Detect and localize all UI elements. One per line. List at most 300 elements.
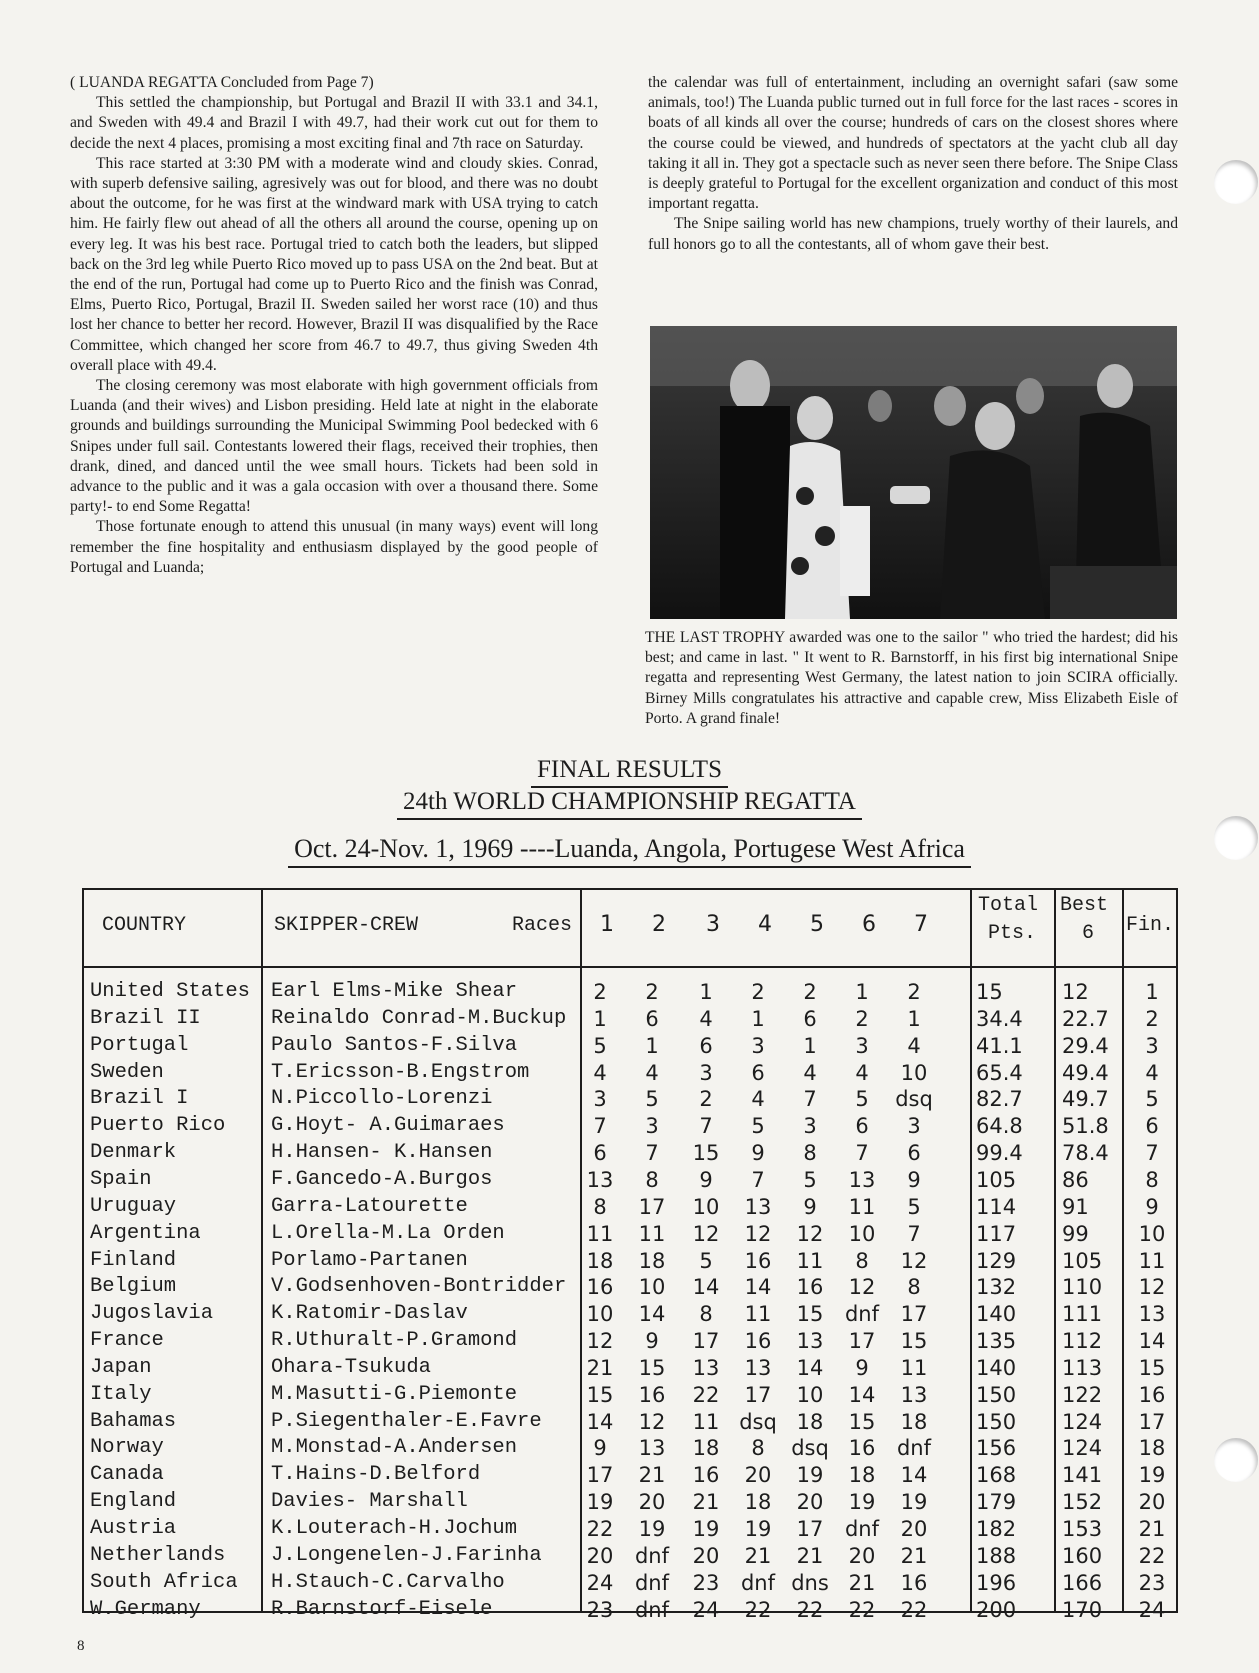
cell-race-3: 24 <box>692 1597 720 1622</box>
cell-total-points: 114 <box>976 1194 1017 1219</box>
cell-race-2: 12 <box>638 1409 666 1434</box>
cell-total-points: 117 <box>976 1221 1017 1246</box>
cell-race-3: 4 <box>699 1006 713 1031</box>
cell-finish: 5 <box>1145 1087 1159 1112</box>
cell-race-4: 16 <box>744 1248 772 1273</box>
cell-finish: 23 <box>1138 1570 1166 1595</box>
cell-total-points: 140 <box>976 1302 1017 1327</box>
cell-best-6: 12 <box>1062 980 1089 1004</box>
cell-race-1: 16 <box>586 1275 614 1300</box>
paragraph: The closing ceremony was most elaborate with high government officials from Luanda (and their wives) and Lisbon presiding. Held late at night in the elaborate grounds and buildings surrounding the Municipal Swimming Pool bedecked with 6 Snipes under full sail. Contestants lowered their flags, received their trophies, then drank, dined, and danced until the wee small hours. Tickets had been sold in advance to the public and it was a gala occasion with over a thousand there. Some party!- to end Some Regatta! <box>70 377 598 516</box>
cell-race-2: 3 <box>645 1114 659 1139</box>
results-table <box>82 888 1178 1622</box>
table-row <box>84 1302 1176 1329</box>
cell-race-7: 3 <box>907 1114 921 1139</box>
cell-race-7: 19 <box>900 1490 928 1515</box>
cell-race-1: 4 <box>593 1060 607 1085</box>
cell-skipper-crew: G.Hoyt- A.Guimaraes <box>271 1114 505 1138</box>
cell-race-6: 10 <box>848 1221 876 1246</box>
cell-race-3: 18 <box>692 1436 720 1461</box>
cell-country: South Africa <box>90 1570 238 1594</box>
cell-race-7: 12 <box>900 1248 928 1273</box>
cell-race-3: 23 <box>692 1570 720 1595</box>
cell-race-5: dsq <box>791 1436 829 1461</box>
cell-race-7: 4 <box>907 1033 921 1058</box>
cell-finish: 14 <box>1138 1329 1166 1354</box>
cell-race-7: 15 <box>900 1329 928 1354</box>
cell-race-1: 11 <box>586 1221 614 1246</box>
cell-skipper-crew: M.Masutti-G.Piemonte <box>271 1382 518 1406</box>
cell-race-6: 9 <box>855 1355 869 1380</box>
cell-country: Jugoslavia <box>90 1302 214 1326</box>
cell-race-2: 16 <box>638 1382 666 1407</box>
cell-race-6: 20 <box>848 1543 876 1568</box>
header-race-3: 3 <box>706 912 720 937</box>
cell-race-2: 10 <box>638 1275 666 1300</box>
cell-race-5: 20 <box>796 1490 824 1515</box>
table-row <box>84 1087 1176 1114</box>
cell-skipper-crew: J.Longenelen-J.Farinha <box>271 1543 542 1567</box>
cell-race-2: 19 <box>638 1517 666 1541</box>
table-row <box>84 1141 1176 1168</box>
cell-total-points: 15 <box>976 980 1003 1004</box>
cell-skipper-crew: M.Monstad-A.Andersen <box>271 1436 518 1460</box>
cell-skipper-crew: Ohara-Tsukuda <box>271 1355 431 1379</box>
cell-skipper-crew: V.Godsenhoven-Bontridder <box>271 1275 567 1299</box>
cell-country: France <box>90 1329 164 1353</box>
cell-race-7: 14 <box>900 1463 928 1488</box>
header-race-7: 7 <box>914 912 928 937</box>
cell-race-3: 7 <box>699 1114 713 1139</box>
cell-race-6: 16 <box>848 1436 876 1461</box>
cell-race-6: 5 <box>855 1087 869 1112</box>
cell-best-6: 141 <box>1062 1463 1103 1488</box>
cell-race-7: dnf <box>896 1436 932 1461</box>
cell-race-5: 4 <box>803 1060 817 1085</box>
cell-finish: 22 <box>1138 1543 1166 1568</box>
cell-race-3: 20 <box>692 1543 720 1568</box>
cell-country: W.Germany <box>90 1597 201 1621</box>
cell-race-1: 14 <box>586 1409 614 1434</box>
cell-race-7: 11 <box>900 1355 928 1380</box>
cell-best-6: 86 <box>1062 1167 1089 1192</box>
cell-race-7: 5 <box>907 1194 921 1219</box>
cell-country: Brazil II <box>90 1006 201 1030</box>
cell-total-points: 188 <box>976 1543 1017 1568</box>
cell-race-1: 7 <box>593 1114 607 1139</box>
cell-race-5: 15 <box>796 1302 824 1327</box>
cell-race-2: 2 <box>645 980 659 1004</box>
cell-race-1: 18 <box>586 1248 614 1273</box>
cell-best-6: 49.4 <box>1062 1060 1109 1085</box>
cell-race-7: 20 <box>900 1517 928 1541</box>
cell-country: Puerto Rico <box>90 1114 226 1138</box>
cell-best-6: 153 <box>1062 1517 1103 1541</box>
paragraph: the calendar was full of entertainment, including an overnight safari (saw some animals, too!) The Luanda public turned out in full force for the last races - scores in boats of all kinds all over the course; hundreds of cars on the closest shores where the course could be viewed, and hundreds of spectators at the yacht club all day taking it all in. They got a spectacle such as never seen there before. The Snipe Class is deeply grateful to Portugal for the excellent organization and conduct of this most important regatta. <box>648 74 1178 213</box>
cell-race-6: 8 <box>855 1248 869 1273</box>
header-race-4: 4 <box>758 912 772 937</box>
cell-race-2: 7 <box>645 1141 659 1166</box>
header-race-5: 5 <box>810 912 824 937</box>
cell-race-3: 8 <box>699 1302 713 1327</box>
cell-finish: 15 <box>1138 1355 1166 1380</box>
cell-race-3: 14 <box>692 1275 720 1300</box>
cell-race-1: 3 <box>593 1087 607 1112</box>
cell-race-5: 6 <box>803 1006 817 1031</box>
cell-race-4: 6 <box>751 1060 765 1085</box>
cell-total-points: 168 <box>976 1463 1017 1488</box>
cell-race-2: 13 <box>638 1436 666 1461</box>
cell-total-points: 41.1 <box>976 1033 1023 1058</box>
cell-country: Austria <box>90 1517 177 1540</box>
cell-race-5: 13 <box>796 1329 824 1354</box>
cell-best-6: 99 <box>1062 1221 1089 1246</box>
cell-best-6: 22.7 <box>1062 1006 1109 1031</box>
cell-race-4: 4 <box>751 1087 765 1112</box>
continued-note: ( LUANDA REGATTA Concluded from Page 7) <box>70 74 374 91</box>
cell-finish: 7 <box>1145 1141 1159 1166</box>
table-header-divider <box>84 966 1176 968</box>
header-country: COUNTRY <box>102 914 187 937</box>
table-row <box>84 1007 1176 1034</box>
cell-race-1: 21 <box>586 1355 614 1380</box>
paragraph: This settled the championship, but Portugal and Brazil II with 33.1 and 34.1, and Sweden with 49.4 and Brazil I with 49.7, had their work cut out for them to decide the next 4 places, promising a most exciting final and 7th race on Saturday. <box>70 94 598 152</box>
cell-race-4: 18 <box>744 1490 772 1515</box>
cell-total-points: 105 <box>976 1167 1017 1192</box>
photo-caption: THE LAST TROPHY awarded was one to the sailor " who tried the hardest; did his best; and came in last. " It went to R. Barnstorff, in his first big international Snipe regatta and representing West Germany, the latest nation to join SCIRA officially. Birney Mills congratulates his attractive and capable crew, Miss Elizabeth Eisle of Porto. A grand finale! <box>645 629 1178 727</box>
punch-hole <box>1214 816 1258 860</box>
table-row <box>84 980 1176 1007</box>
cell-finish: 6 <box>1145 1114 1159 1139</box>
header-skipper-crew: SKIPPER-CREW <box>274 914 419 937</box>
cell-race-4: 8 <box>751 1436 765 1461</box>
cell-total-points: 99.4 <box>976 1141 1023 1166</box>
cell-race-4: 9 <box>751 1141 765 1166</box>
table-row <box>84 1517 1176 1544</box>
cell-race-4: 2 <box>751 980 765 1004</box>
header-race-1: 1 <box>600 912 614 937</box>
cell-race-1: 13 <box>586 1167 614 1192</box>
cell-skipper-crew: Porlamo-Partanen <box>271 1248 468 1272</box>
cell-race-6: 13 <box>848 1167 876 1192</box>
cell-race-3: 21 <box>692 1490 720 1515</box>
cell-race-6: 1 <box>855 980 869 1004</box>
cell-best-6: 91 <box>1062 1194 1089 1219</box>
cell-race-4: 17 <box>744 1382 772 1407</box>
cell-best-6: 111 <box>1062 1302 1103 1327</box>
cell-race-6: 2 <box>855 1006 869 1031</box>
cell-total-points: 196 <box>976 1570 1017 1595</box>
table-row <box>84 1329 1176 1356</box>
cell-race-7: dsq <box>895 1087 933 1112</box>
cell-finish: 9 <box>1145 1194 1159 1219</box>
cell-race-6: 15 <box>848 1409 876 1434</box>
results-title-text: FINAL RESULTS <box>531 756 728 788</box>
cell-race-5: 1 <box>803 1033 817 1058</box>
cell-race-2: 5 <box>645 1087 659 1112</box>
cell-skipper-crew: N.Piccollo-Lorenzi <box>271 1087 493 1111</box>
cell-race-3: 6 <box>699 1033 713 1058</box>
cell-race-6: 6 <box>855 1114 869 1139</box>
cell-race-1: 12 <box>586 1329 614 1354</box>
cell-finish: 19 <box>1138 1463 1166 1488</box>
cell-race-5: 9 <box>803 1194 817 1219</box>
cell-race-7: 7 <box>907 1221 921 1246</box>
cell-race-7: 8 <box>907 1275 921 1300</box>
cell-race-7: 18 <box>900 1409 928 1434</box>
header-best-6: 6 <box>1082 922 1095 945</box>
cell-finish: 3 <box>1145 1033 1159 1058</box>
cell-best-6: 122 <box>1062 1382 1103 1407</box>
table-row <box>84 1249 1176 1276</box>
cell-race-7: 21 <box>900 1543 928 1568</box>
cell-country: Sweden <box>90 1060 164 1084</box>
table-row <box>84 1571 1176 1598</box>
cell-finish: 21 <box>1138 1517 1166 1541</box>
cell-race-4: 22 <box>744 1597 772 1622</box>
cell-skipper-crew: F.Gancedo-A.Burgos <box>271 1167 493 1191</box>
article-left-column <box>70 73 598 578</box>
cell-finish: 24 <box>1138 1597 1166 1622</box>
cell-race-2: 20 <box>638 1490 666 1515</box>
cell-race-5: 12 <box>796 1221 824 1246</box>
cell-race-4: 20 <box>744 1463 772 1488</box>
cell-race-5: 18 <box>796 1409 824 1434</box>
cell-skipper-crew: L.Orella-M.La Orden <box>271 1221 505 1245</box>
table-row <box>84 1222 1176 1249</box>
cell-race-1: 15 <box>586 1382 614 1407</box>
cell-skipper-crew: H.Stauch-C.Carvalho <box>271 1570 505 1594</box>
cell-race-3: 12 <box>692 1221 720 1246</box>
cell-race-2: dnf <box>634 1570 670 1595</box>
cell-skipper-crew: Garra-Latourette <box>271 1194 468 1218</box>
cell-race-5: dns <box>791 1570 829 1595</box>
cell-skipper-crew: T.Ericsson-B.Engstrom <box>271 1060 530 1084</box>
cell-skipper-crew: Reinaldo Conrad-M.Buckup <box>271 1006 567 1030</box>
cell-race-2: 17 <box>638 1194 666 1219</box>
cell-country: Uruguay <box>90 1194 177 1218</box>
cell-race-6: 11 <box>848 1194 876 1219</box>
cell-skipper-crew: T.Hains-D.Belford <box>271 1463 481 1487</box>
cell-race-4: 13 <box>744 1194 772 1219</box>
cell-finish: 13 <box>1138 1302 1166 1327</box>
table-row <box>84 1275 1176 1302</box>
cell-race-3: 19 <box>692 1517 720 1541</box>
cell-race-5: 17 <box>796 1517 824 1541</box>
cell-finish: 18 <box>1138 1436 1166 1461</box>
header-fin: Fin. <box>1126 914 1175 937</box>
cell-total-points: 34.4 <box>976 1006 1023 1031</box>
table-row <box>84 1490 1176 1517</box>
cell-race-3: 9 <box>699 1167 713 1192</box>
cell-skipper-crew: K.Louterach-H.Jochum <box>271 1517 518 1540</box>
punch-hole <box>1214 1438 1258 1482</box>
table-row <box>84 1463 1176 1490</box>
cell-race-5: 2 <box>803 980 817 1004</box>
cell-race-4: 16 <box>744 1329 772 1354</box>
cell-race-1: 19 <box>586 1490 614 1515</box>
cell-race-1: 9 <box>593 1436 607 1461</box>
cell-race-6: 19 <box>848 1490 876 1515</box>
cell-skipper-crew: R.Uthuralt-P.Gramond <box>271 1329 518 1353</box>
cell-race-1: 1 <box>593 1006 607 1031</box>
cell-race-1: 24 <box>586 1570 614 1595</box>
cell-race-2: 11 <box>638 1221 666 1246</box>
table-row <box>84 1061 1176 1088</box>
results-title <box>0 756 1259 788</box>
cell-skipper-crew: R.Barnstorf-Eisele <box>271 1597 493 1621</box>
cell-country: Bahamas <box>90 1409 177 1433</box>
cell-skipper-crew: Davies- Marshall <box>271 1490 468 1514</box>
cell-race-2: 15 <box>638 1355 666 1380</box>
cell-race-6: 22 <box>848 1597 876 1622</box>
cell-race-1: 8 <box>593 1194 607 1219</box>
cell-race-2: 4 <box>645 1060 659 1085</box>
cell-race-6: 14 <box>848 1382 876 1407</box>
cell-best-6: 170 <box>1062 1597 1103 1622</box>
table-row <box>84 1436 1176 1463</box>
cell-race-3: 13 <box>692 1355 720 1380</box>
cell-best-6: 166 <box>1062 1570 1103 1595</box>
cell-finish: 8 <box>1145 1167 1159 1192</box>
cell-total-points: 132 <box>976 1275 1017 1300</box>
cell-race-3: 3 <box>699 1060 713 1085</box>
cell-best-6: 29.4 <box>1062 1033 1109 1058</box>
cell-race-3: 15 <box>692 1141 720 1166</box>
table-row <box>84 1195 1176 1222</box>
cell-race-7: 6 <box>907 1141 921 1166</box>
cell-skipper-crew: Earl Elms-Mike Shear <box>271 980 518 1003</box>
cell-skipper-crew: Paulo Santos-F.Silva <box>271 1033 518 1057</box>
cell-best-6: 160 <box>1062 1543 1103 1568</box>
cell-race-1: 6 <box>593 1141 607 1166</box>
cell-race-4: 14 <box>744 1275 772 1300</box>
paragraph: The Snipe sailing world has new champions, truely worthy of their laurels, and full honors go to all the contestants, all of whom gave their best. <box>648 215 1178 253</box>
cell-country: England <box>90 1490 177 1514</box>
cell-race-3: 16 <box>692 1463 720 1488</box>
cell-total-points: 140 <box>976 1355 1017 1380</box>
cell-race-4: 19 <box>744 1517 772 1541</box>
cell-race-7: 2 <box>907 980 921 1004</box>
cell-race-7: 22 <box>900 1597 928 1622</box>
cell-race-7: 1 <box>907 1006 921 1031</box>
punch-hole <box>1214 160 1258 204</box>
cell-race-2: dnf <box>634 1543 670 1568</box>
cell-country: Japan <box>90 1355 152 1379</box>
cell-race-1: 22 <box>586 1517 614 1541</box>
cell-best-6: 110 <box>1062 1275 1103 1300</box>
cell-total-points: 65.4 <box>976 1060 1023 1085</box>
cell-race-7: 13 <box>900 1382 928 1407</box>
cell-finish: 17 <box>1138 1409 1166 1434</box>
cell-race-3: 1 <box>699 980 713 1004</box>
cell-race-1: 20 <box>586 1543 614 1568</box>
regatta-dates-location <box>0 834 1259 868</box>
table-row <box>84 1598 1176 1625</box>
cell-race-2: 8 <box>645 1167 659 1192</box>
cell-best-6: 152 <box>1062 1490 1103 1515</box>
header-best: Best <box>1060 894 1109 917</box>
cell-country: Finland <box>90 1248 177 1272</box>
cell-country: Italy <box>90 1382 152 1406</box>
cell-race-2: 6 <box>645 1006 659 1031</box>
cell-country: Norway <box>90 1436 164 1460</box>
regatta-title <box>0 788 1259 820</box>
cell-race-3: 22 <box>692 1382 720 1407</box>
cell-race-5: 19 <box>796 1463 824 1488</box>
cell-finish: 10 <box>1138 1221 1166 1246</box>
cell-total-points: 64.8 <box>976 1114 1023 1139</box>
cell-total-points: 135 <box>976 1329 1017 1354</box>
cell-finish: 4 <box>1145 1060 1159 1085</box>
regatta-title-text: 24th WORLD CHAMPIONSHIP REGATTA <box>397 788 862 820</box>
cell-total-points: 156 <box>976 1436 1017 1461</box>
cell-race-5: 16 <box>796 1275 824 1300</box>
cell-country: Denmark <box>90 1141 177 1165</box>
table-row <box>84 1114 1176 1141</box>
cell-race-6: 18 <box>848 1463 876 1488</box>
cell-race-2: 18 <box>638 1248 666 1273</box>
cell-race-5: 10 <box>796 1382 824 1407</box>
cell-country: Argentina <box>90 1221 201 1245</box>
cell-best-6: 113 <box>1062 1355 1103 1380</box>
cell-total-points: 82.7 <box>976 1087 1023 1112</box>
cell-best-6: 78.4 <box>1062 1141 1109 1166</box>
table-row <box>84 1410 1176 1437</box>
cell-best-6: 124 <box>1062 1409 1103 1434</box>
header-race-2: 2 <box>652 912 666 937</box>
cell-race-5: 22 <box>796 1597 824 1622</box>
cell-race-2: 14 <box>638 1302 666 1327</box>
cell-total-points: 182 <box>976 1517 1017 1541</box>
cell-race-6: 4 <box>855 1060 869 1085</box>
cell-race-4: 5 <box>751 1114 765 1139</box>
table-row <box>84 1034 1176 1061</box>
cell-race-7: 10 <box>900 1060 928 1085</box>
cell-country: Belgium <box>90 1275 177 1299</box>
cell-race-7: 9 <box>907 1167 921 1192</box>
header-total: Total <box>978 894 1039 917</box>
cell-race-3: 10 <box>692 1194 720 1219</box>
cell-race-3: 17 <box>692 1329 720 1354</box>
cell-race-4: 1 <box>751 1006 765 1031</box>
cell-finish: 1 <box>1145 980 1159 1004</box>
cell-country: Brazil I <box>90 1087 189 1111</box>
cell-total-points: 179 <box>976 1490 1017 1515</box>
cell-race-2: dnf <box>634 1597 670 1622</box>
cell-total-points: 150 <box>976 1409 1017 1434</box>
cell-race-2: 21 <box>638 1463 666 1488</box>
cell-race-3: 11 <box>692 1409 720 1434</box>
table-row <box>84 1168 1176 1195</box>
cell-race-4: 3 <box>751 1033 765 1058</box>
cell-race-5: 14 <box>796 1355 824 1380</box>
paragraph: Those fortunate enough to attend this unusual (in many ways) event will long remember the fine hospitality and enthusiasm displayed by the good people of Portugal and Luanda; <box>70 518 598 576</box>
cell-race-5: 21 <box>796 1543 824 1568</box>
table-row <box>84 1383 1176 1410</box>
cell-race-6: dnf <box>844 1302 880 1327</box>
page-number: 8 <box>77 1638 85 1654</box>
cell-total-points: 200 <box>976 1597 1017 1622</box>
cell-race-6: dnf <box>844 1517 880 1541</box>
cell-country: Canada <box>90 1463 164 1487</box>
header-races: Races <box>512 914 573 937</box>
paragraph: This race started at 3:30 PM with a moderate wind and cloudy skies. Conrad, with superb defensive sailing, agresively was out for blood, and there was no doubt about the outcome, for he was first at the windward mark with USA trying to catch him. He fairly flew out ahead of all the others all around the course, opening up on every leg. It was his best race. Portugal tried to catch both the leaders, but slipped back on the 3rd leg while Puerto Rico moved up to pass USA on the 2nd beat. But at the end of the run, Portugal had come up to Puerto Rico and the finish was Conrad, Elms, Puerto Rico, Portugal, Brazil II. Sweden sailed her worst race (10) and thus lost her chance to better her record. However, Brazil II was disqualified by the Race Committee, which changed her score from 46.7 to 49.7, thus giving Sweden 4th overall place with 49.4. <box>70 154 598 374</box>
cell-best-6: 124 <box>1062 1436 1103 1461</box>
cell-best-6: 51.8 <box>1062 1114 1109 1139</box>
cell-race-4: 11 <box>744 1302 772 1327</box>
cell-country: Portugal <box>90 1033 189 1057</box>
